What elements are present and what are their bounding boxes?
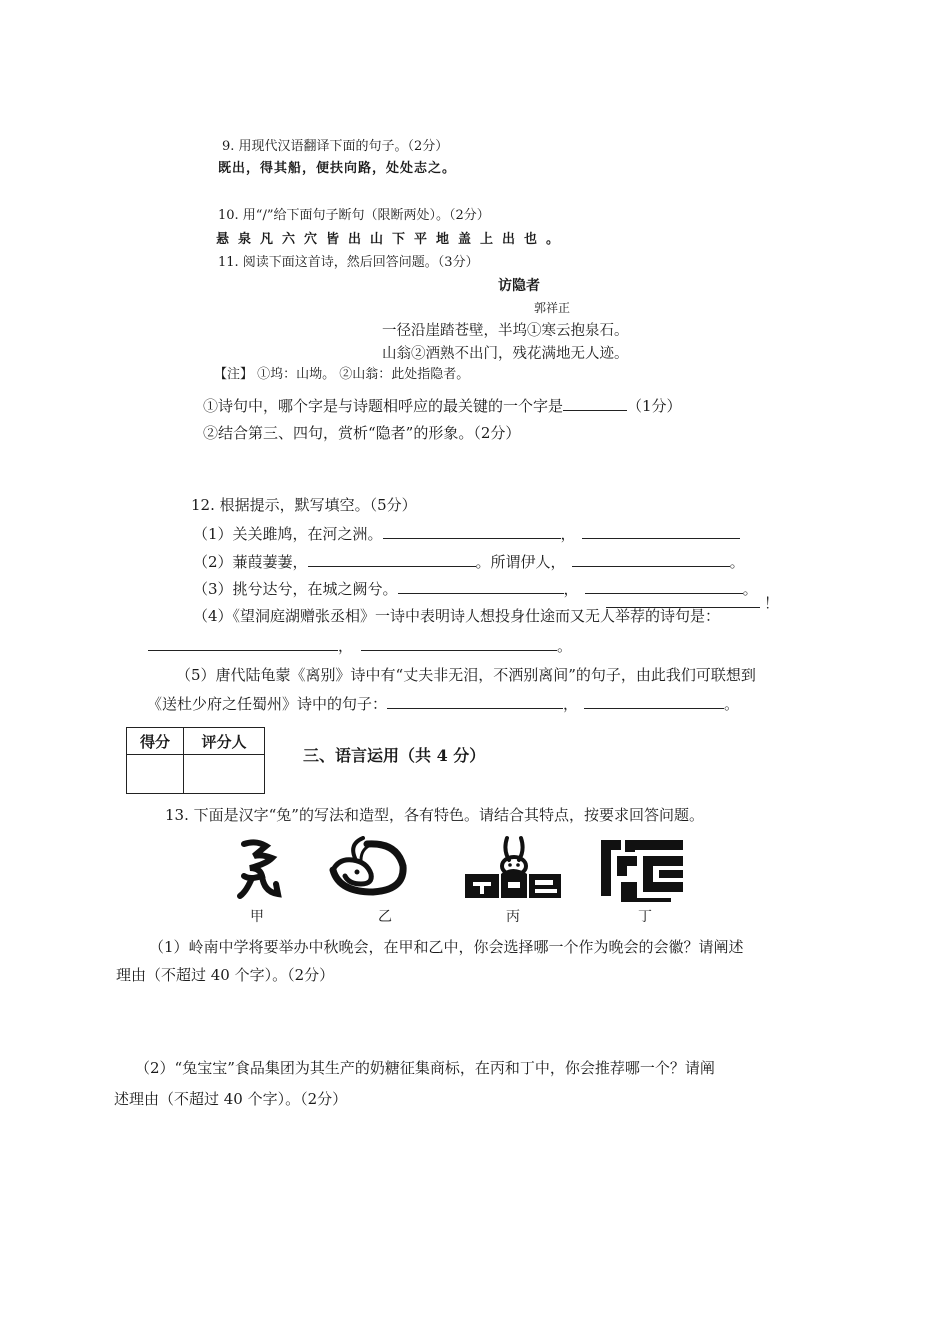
punctuation: 。 bbox=[742, 580, 758, 598]
score-cell[interactable] bbox=[127, 755, 184, 794]
grader-cell[interactable] bbox=[184, 755, 265, 794]
q12-item-1-text: （1）关关雎鸠，在河之洲。 bbox=[193, 525, 383, 543]
answer-blank[interactable] bbox=[582, 524, 740, 539]
q13-sub1-line1: （1）岭南中学将要举办中秋晚会，在甲和乙中，你会选择哪一个作为晚会的会徽？请阐述 bbox=[149, 938, 744, 956]
answer-blank[interactable] bbox=[585, 579, 743, 594]
q12-item-2 bbox=[193, 552, 745, 571]
q12-item-5b bbox=[147, 694, 739, 713]
q13-sub2-line2: 述理由（不超过 40 个字）。（2分） bbox=[114, 1090, 348, 1108]
q11-sub1 bbox=[203, 396, 682, 415]
q12-title: 12. 根据提示，默写填空。（5分） bbox=[191, 496, 417, 514]
q12-item-2-text-b: 。所谓伊人， bbox=[475, 553, 566, 571]
section-3-title: 三、语言运用（共 4 分） bbox=[303, 746, 486, 765]
answer-blank[interactable] bbox=[148, 636, 338, 651]
punctuation: ， bbox=[338, 637, 354, 655]
q12-item-2-text: （2）蒹葭萋萋， bbox=[193, 553, 308, 571]
glyph-label-ding: 丁 bbox=[638, 909, 652, 925]
q11-sub1-score: （1分） bbox=[627, 397, 682, 415]
punctuation: ， bbox=[563, 580, 579, 598]
q12-item-4-answer bbox=[148, 636, 572, 655]
punctuation: 。 bbox=[729, 553, 745, 571]
q13-title: 13. 下面是汉字“兔”的写法和造型，各有特色。请结合其特点，按要求回答问题。 bbox=[165, 806, 704, 824]
poem-note: 【注】 ①坞：山坳。 ②山翁：此处指隐者。 bbox=[214, 367, 470, 382]
answer-blank[interactable] bbox=[563, 396, 627, 411]
q12-item-5b-text: 《送杜少府之任蜀州》诗中的句子： bbox=[147, 695, 388, 713]
punctuation: ， bbox=[563, 695, 579, 713]
glyph-label-jia: 甲 bbox=[250, 909, 264, 925]
glyph-label-yi: 乙 bbox=[378, 909, 392, 925]
answer-blank[interactable] bbox=[606, 593, 760, 608]
poem-line-2: 山翁②酒熟不出门，残花满地无人迹。 bbox=[382, 346, 629, 362]
q10-sentence: 悬泉凡六穴皆出山下平地盖上出也。 bbox=[216, 232, 569, 247]
q12-item-4: （4）《望洞庭湖赠张丞相》一诗中表明诗人想投身仕途而又无人举荐的诗句是： bbox=[193, 607, 721, 625]
score-header: 得分 bbox=[127, 728, 184, 755]
score-table bbox=[126, 727, 265, 794]
rabbit-round-emblem-icon bbox=[327, 836, 411, 896]
q11-title: 11. 阅读下面这首诗，然后回答问题。（3分） bbox=[218, 255, 479, 270]
answer-blank[interactable] bbox=[383, 524, 561, 539]
q9-sentence: 既出，得其船，便扶向路，处处志之。 bbox=[218, 161, 457, 176]
q12-item-3-text: （3）挑兮达兮，在城之阙兮。 bbox=[193, 580, 398, 598]
rabbit-calligraphy-icon bbox=[236, 838, 282, 902]
q12-item-1 bbox=[193, 524, 740, 543]
q11-sub1-text: ①诗句中，哪个字是与诗题相呼应的最关键的一个字是 bbox=[203, 397, 564, 415]
poem-author: 郭祥正 bbox=[534, 301, 571, 315]
q12-item-5a: （5）唐代陆龟蒙《离别》诗中有“丈夫非无泪，不洒别离间”的句子，由此我们可联想到 bbox=[176, 666, 756, 684]
answer-blank[interactable] bbox=[361, 636, 557, 651]
poem-line-1: 一径沿崖踏苍壁，半坞①寒云抱泉石。 bbox=[382, 323, 629, 339]
punctuation: 。 bbox=[557, 637, 573, 655]
rabbit-block-logo-icon bbox=[463, 834, 563, 902]
q13-sub2-line1: （2）“兔宝宝”食品集团为其生产的奶糖征集商标，在丙和丁中，你会推荐哪一个？请阐 bbox=[135, 1059, 715, 1077]
glyph-label-bing: 丙 bbox=[506, 909, 520, 925]
punctuation: ， bbox=[560, 525, 576, 543]
punctuation: ！ bbox=[764, 594, 780, 612]
answer-blank[interactable] bbox=[398, 579, 564, 594]
grader-header: 评分人 bbox=[184, 728, 265, 755]
q11-sub2: ②结合第三、四句，赏析“隐者”的形象。（2分） bbox=[203, 424, 521, 442]
answer-blank[interactable] bbox=[572, 552, 730, 567]
answer-blank[interactable] bbox=[308, 552, 476, 567]
answer-blank[interactable] bbox=[387, 694, 563, 709]
punctuation: 。 bbox=[724, 695, 740, 713]
poem-title: 访隐者 bbox=[498, 278, 540, 294]
q9-title: 9. 用现代汉语翻译下面的句子。（2分） bbox=[222, 139, 449, 154]
q10-title: 10. 用“/”给下面句子断句（限断两处）。（2分） bbox=[218, 208, 490, 223]
q13-sub1-line2: 理由（不超过 40 个字）。（2分） bbox=[116, 966, 335, 984]
answer-blank[interactable] bbox=[584, 694, 724, 709]
rabbit-geometric-icon bbox=[597, 836, 687, 902]
